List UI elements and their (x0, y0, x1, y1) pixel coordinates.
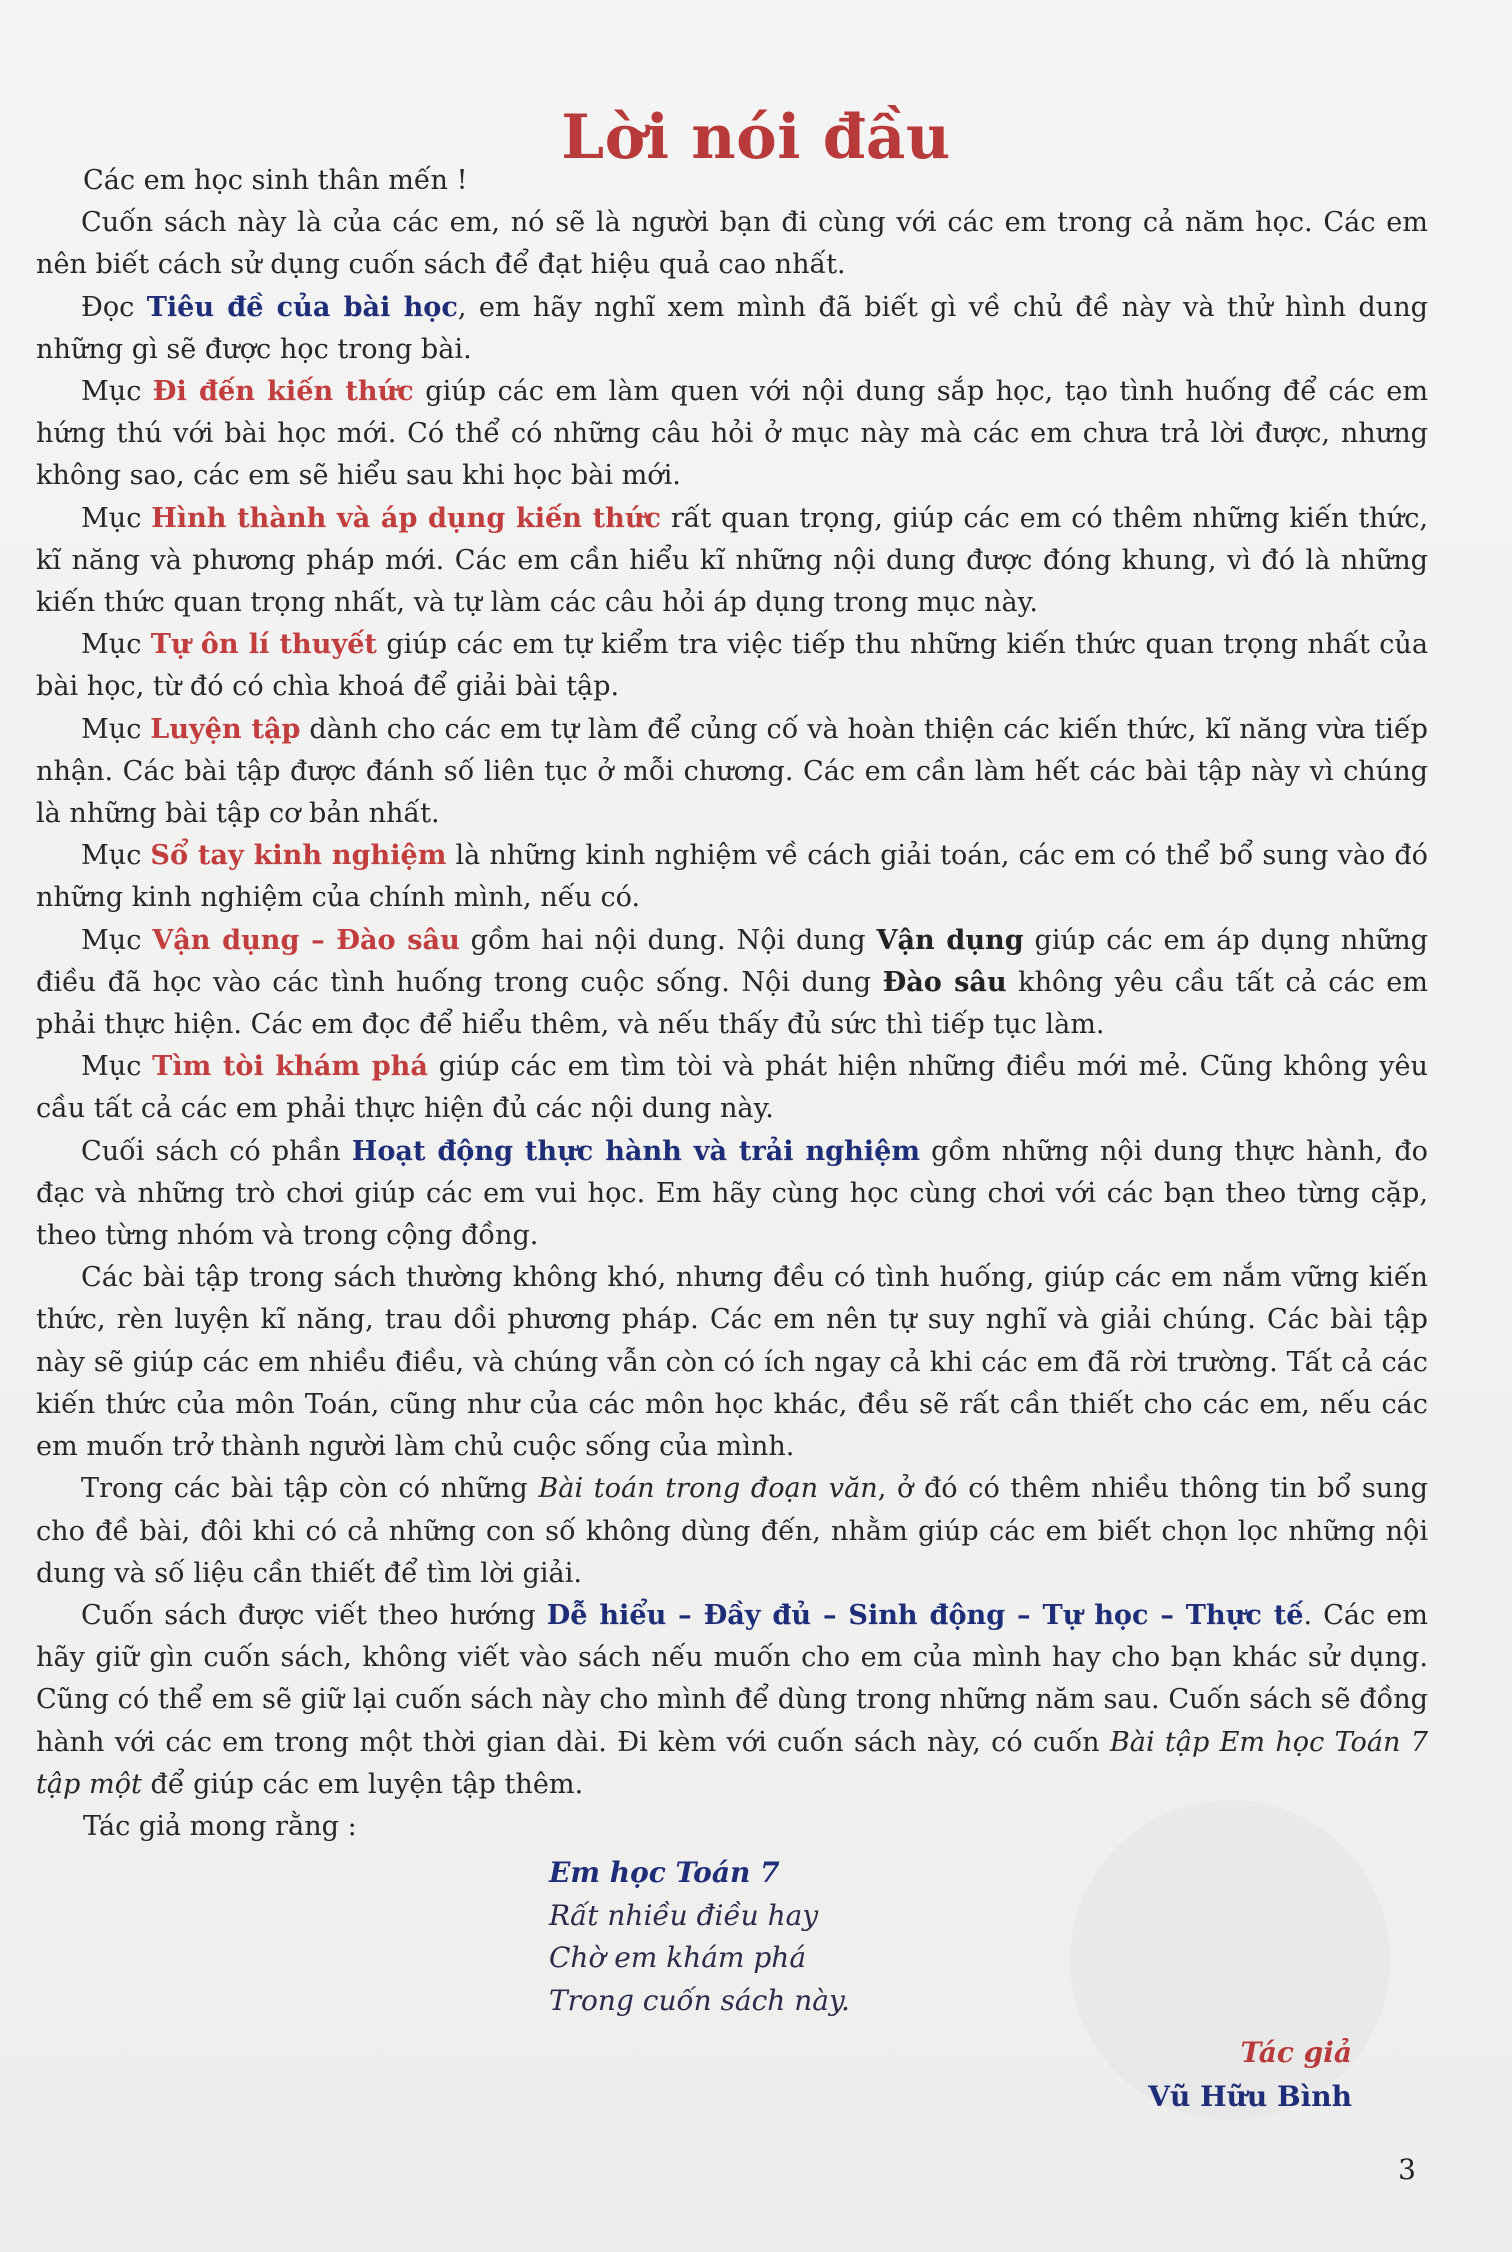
paragraph-8-lead: Mục (81, 924, 153, 956)
highlight-intro-knowledge: Đi đến kiến thức (152, 376, 414, 408)
paragraph-10-tail: gồm những nội dung thực hành, đo đạc và những trò chơi giúp các em vui học. Em hãy cùng học cùng chơi với các bạn theo từng cặp, theo từng nhóm và trong cộng đồng. (36, 1135, 1428, 1252)
paragraph-12-tail: , ở đó có thêm nhiều thông tin bổ sung cho đề bài, đôi khi có cả những con số không dùng đến, nhằm giúp các em biết chọn lọc những nội dung và số liệu cần thiết để tìm lời giải. (36, 1473, 1429, 1589)
closing-line: Tác giả mong rằng : (83, 1810, 357, 1842)
page-number: 3 (1398, 2153, 1416, 2186)
paragraph-3-tail: giúp các em làm quen với nội dung sắp học, tạo tình huống để các em hứng thú với bài học mới. Có thể có những câu hỏi ở mục này mà các em chưa trả lời được, nhưng không sao, các em sẽ hiểu sau khi học bài mới. (36, 376, 1429, 492)
highlight-experience-notebook: Sổ tay kinh nghiệm (150, 840, 447, 872)
italic-word-problem: Bài toán trong đoạn văn (538, 1473, 878, 1505)
paragraph-7-tail: là những kinh nghiệm về cách giải toán, các em có thể bổ sung vào đó những kinh nghiệm của chính mình, nếu có. (36, 840, 1428, 914)
paragraph-7 (36, 835, 1428, 919)
paragraph-3 (36, 371, 1428, 498)
paragraph-10 (36, 1131, 1428, 1258)
paragraph-8-mid-2: giúp các em áp dụng những điều đã học vào các tình huống trong cuộc sống. Nội dung (36, 924, 1429, 998)
paragraph-5-tail: giúp các em tự kiểm tra việc tiếp thu những kiến thức quan trọng nhất của bài học, từ đó có chìa khoá để giải bài tập. (36, 629, 1429, 703)
author-signature (1148, 2031, 1352, 2119)
paragraph-5-lead: Mục (81, 629, 151, 661)
paragraph-8 (36, 920, 1428, 1047)
paragraph-2-lead: Đọc (81, 291, 147, 323)
paragraph-11: Các bài tập trong sách thường không khó, nhưng đều có tình huống, giúp các em nắm vững kiến thức, rèn luyện kĩ năng, trau dồi phương pháp. Các em nên tự suy nghĩ và giải chúng. Các bài tập này sẽ giúp các em nhiều điều, và chúng vẫn còn có ích ngay cả khi các em đã rời trường. Tất cả các kiến thức của môn Toán, cũng như của các môn học khác, đều sẽ rất cần thiết cho các em, nếu các em muốn trở thành người làm chủ cuộc sống của mình. (36, 1262, 1428, 1463)
paragraph-5 (36, 624, 1428, 708)
paragraph-2 (36, 287, 1428, 371)
highlight-form-apply-knowledge: Hình thành và áp dụng kiến thức (151, 502, 662, 534)
paragraph-13-mid: . Các em hãy giữ gìn cuốn sách, không viết vào sách nếu muốn cho em của mình hay cho bạn khác sử dụng. Cũng có thể em sẽ giữ lại cuốn sách này cho mình để dùng trong những năm sau. Cuốn sách sẽ đồng hành với các em trong một thời gian dài. Đi kèm với cuốn sách này, có cuốn (36, 1599, 1428, 1758)
paragraph-2-tail: , em hãy nghĩ xem mình đã biết gì về chủ đề này và thử hình dung những gì sẽ được học trong bài. (36, 291, 1428, 365)
highlight-explore: Tìm tòi khám phá (152, 1051, 428, 1083)
paragraph-1: Cuốn sách này là của các em, nó sẽ là người bạn đi cùng với các em trong cả năm học. Các em nên biết cách sử dụng cuốn sách để đạt hiệu quả cao nhất. (36, 207, 1428, 281)
paragraph-12-lead: Trong các bài tập còn có những (81, 1473, 539, 1505)
paragraph-4-tail: rất quan trọng, giúp các em có thêm những kiến thức, kĩ năng và phương pháp mới. Các em cần hiểu kĩ những nội dung được đóng khung, vì đó là những kiến thức quan trọng nhất, và tự làm các câu hỏi áp dụng trong mục này. (36, 502, 1429, 619)
author-name: Vũ Hữu Bình (1148, 2080, 1352, 2113)
paragraph-9-lead: Mục (81, 1051, 153, 1083)
poem-line-2: Rất nhiều điều hay (549, 1898, 819, 1932)
paragraph-9 (36, 1046, 1428, 1130)
poem-line-4: Trong cuốn sách này. (549, 1983, 850, 2017)
paragraph-8-mid-1: gồm hai nội dung. Nội dung (459, 924, 877, 956)
paragraph-13-lead: Cuốn sách được viết theo hướng (81, 1599, 547, 1631)
greeting-line: Các em học sinh thân mến ! (83, 165, 468, 196)
highlight-self-review: Tự ôn lí thuyết (150, 629, 377, 661)
paragraph-6-lead: Mục (81, 713, 151, 745)
author-role: Tác giả (1240, 2036, 1352, 2069)
italic-workbook-title: Bài tập Em học Toán 7 tập một (36, 1726, 1428, 1800)
paragraph-6 (36, 709, 1428, 836)
bold-deepen: Đào sâu (882, 966, 1007, 998)
bold-apply: Vận dụng (876, 924, 1024, 956)
highlight-lesson-title: Tiêu đề của bài học (146, 291, 458, 323)
paragraph-9-tail: giúp các em tìm tòi và phát hiện những điều mới mẻ. Cũng không yêu cầu tất cả các em phải thực hiện đủ các nội dung này. (36, 1051, 1428, 1125)
paragraph-7-lead: Mục (81, 840, 151, 872)
poem-line-1: Em học Toán 7 (549, 1856, 780, 1889)
page-title: Lời nói đầu (561, 102, 951, 173)
preface-body (36, 160, 1428, 1848)
highlight-apply-deepen: Vận dụng – Đào sâu (152, 924, 460, 956)
highlight-book-motto: Dễ hiểu – Đầy đủ – Sinh động – Tự học – Thực tế (546, 1599, 1304, 1631)
paragraph-6-tail: dành cho các em tự làm để củng cố và hoàn thiện các kiến thức, kĩ năng vừa tiếp nhận. Các bài tập được đánh số liên tục ở mỗi chương. Các em cần làm hết các bài tập này vì chúng là những bài tập cơ bản nhất. (36, 713, 1428, 830)
paragraph-4 (36, 498, 1428, 625)
paragraph-3-lead: Mục (81, 376, 153, 408)
poem (549, 1852, 850, 2022)
paragraph-8-tail: không yêu cầu tất cả các em phải thực hiện. Các em đọc để hiểu thêm, và nếu thấy đủ sức thì tiếp tục làm. (36, 966, 1428, 1041)
paragraph-13 (36, 1595, 1428, 1806)
highlight-practical-activities: Hoạt động thực hành và trải nghiệm (351, 1135, 920, 1167)
poem-line-3: Chờ em khám phá (549, 1941, 807, 1974)
paragraph-10-lead: Cuối sách có phần (81, 1135, 352, 1167)
paragraph-12 (36, 1468, 1428, 1595)
highlight-practice: Luyện tập (150, 713, 301, 745)
paragraph-4-lead: Mục (81, 502, 152, 534)
paragraph-13-tail: để giúp các em luyện tập thêm. (141, 1768, 584, 1800)
